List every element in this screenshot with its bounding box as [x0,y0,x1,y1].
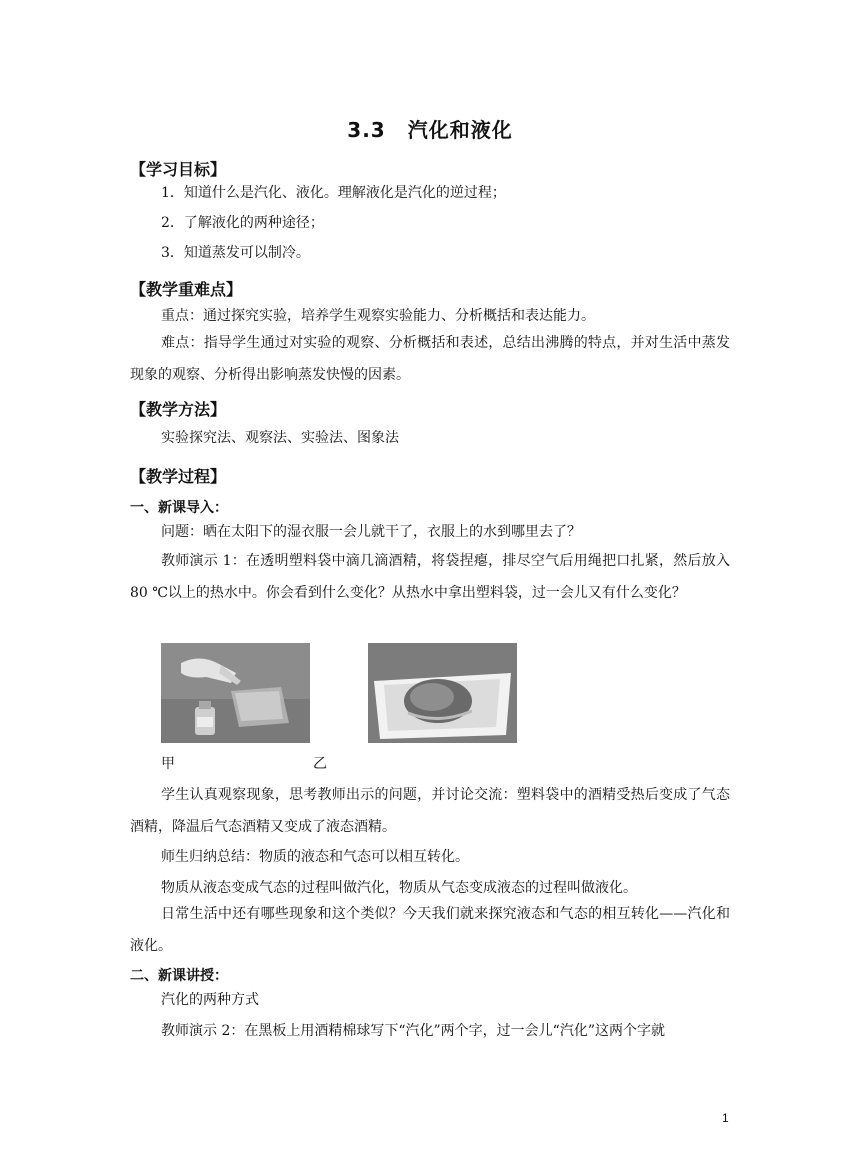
photo-b-illustration [368,643,517,743]
photo-b [368,643,517,743]
definition-text: 物质从液态变成气态的过程叫做汽化，物质从气态变成液态的过程叫做液化。 [161,880,637,896]
summary-text: 师生归纳总结：物质的液态和气态可以相互转化。 [161,849,469,865]
difficulty-text: 难点：指导学生通过对实验的观察、分析概括和表述，总结出沸腾的特点，并对生活中蒸发现象的观察、分析得出影响蒸发快慢的因素。 [130,335,730,383]
methods-heading: 【教学方法】 [130,400,227,419]
key-points-heading: 【教学重难点】 [130,280,243,299]
focus-text: 重点：通过探究实验，培养学生观察实验能力、分析概括和表达能力。 [161,308,595,324]
part2-heading: 二、新课讲授： [130,968,228,984]
goal-item-1: 1．知道什么是汽化、液化。理解液化是汽化的逆过程； [161,185,506,201]
caption-b: 乙 [313,756,327,772]
photo-a [161,643,310,743]
intro-text: 日常生活中还有哪些现象和这个类似？今天我们就来探究液态和气态的相互转化——汽化和液化。 [130,906,730,954]
part2-subtitle: 汽化的两种方式 [161,992,259,1008]
caption-a: 甲 [161,756,175,772]
page-number: 1 [722,1111,729,1125]
methods-text: 实验探究法、观察法、实验法、图象法 [161,430,399,446]
demo2-text: 教师演示 2：在黑板上用酒精棉球写下“汽化”两个字，过一会儿“汽化”这两个字就 [161,1023,665,1039]
part1-heading: 一、新课导入： [130,500,228,516]
page-title [0,114,860,143]
title-text: 汽化和液化 [407,118,513,142]
demo1-text: 教师演示 1：在透明塑料袋中滴几滴酒精，将袋捏瘪，排尽空气后用绳把口扎紧，然后放入 80 ℃以上的热水中。你会看到什么变化？从热水中拿出塑料袋，过一会儿又有什么变化？ [130,553,730,601]
question-text: 问题：晒在太阳下的湿衣服一会儿就干了，衣服上的水到哪里去了？ [161,524,581,540]
observe-text: 学生认真观察现象，思考教师出示的问题，并讨论交流：塑料袋中的酒精受热后变成了气态酒精，降温后气态酒精又变成了液态酒精。 [130,787,730,835]
process-heading: 【教学过程】 [130,467,227,486]
goal-item-3: 3．知道蒸发可以制冷。 [161,245,310,261]
title-number: 3.3 [347,118,386,142]
goal-item-2: 2．了解液化的两种途径； [161,215,324,231]
goals-heading: 【学习目标】 [130,160,227,179]
photo-a-illustration [161,643,310,743]
